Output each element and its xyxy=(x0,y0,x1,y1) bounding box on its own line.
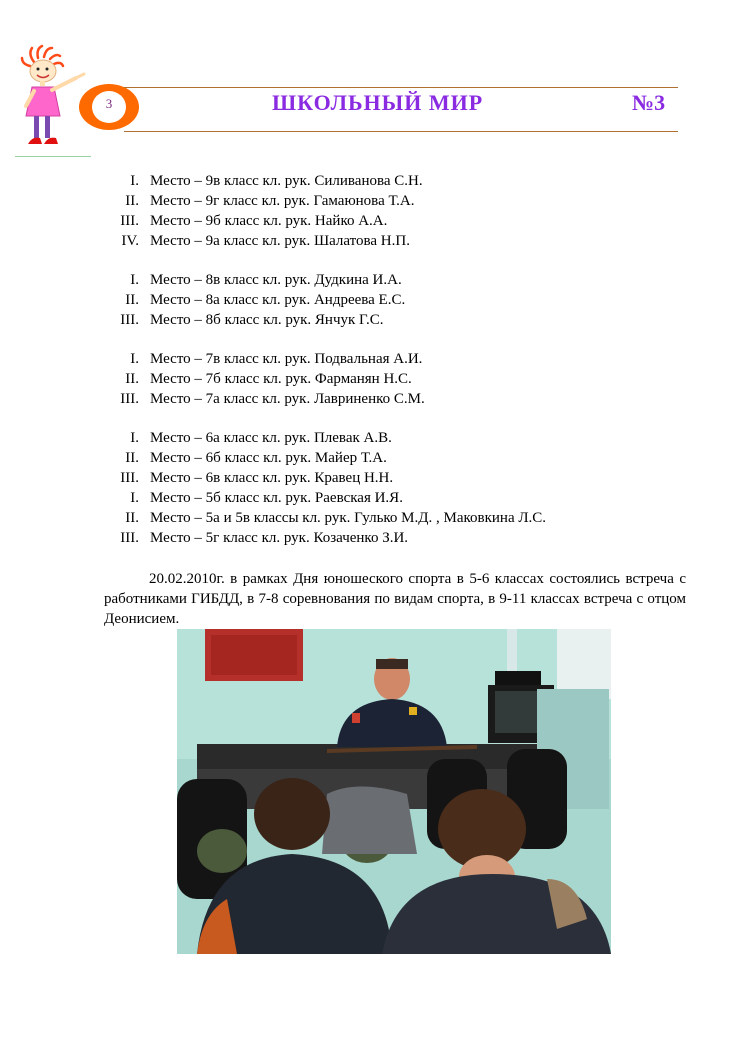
issue-number: №3 xyxy=(632,90,666,115)
result-text: Место – 5г класс кл. рук. Козаченко З.И. xyxy=(150,530,409,546)
result-text: Место – 6в класс кл. рук. Кравец Н.Н. xyxy=(150,470,394,486)
result-item xyxy=(100,310,660,330)
result-text: Место – 9в класс кл. рук. Силиванова С.Н. xyxy=(150,173,423,189)
result-place-numeral: II. xyxy=(125,450,139,466)
result-place-numeral: III. xyxy=(120,470,139,486)
result-item xyxy=(100,488,660,508)
result-place-numeral: III. xyxy=(120,530,139,546)
result-item xyxy=(100,508,660,528)
result-item xyxy=(100,528,660,548)
magazine-title: ШКОЛЬНЫЙ МИР xyxy=(272,90,484,115)
header-rule-bottom xyxy=(124,131,678,132)
event-paragraph: 20.02.2010г. в рамках Дня юношеского спорта в 5-6 классах состоялись встреча с работниками ГИБДД, в 7-8 соревнования по видам спорта, в 9-11 классах встреча с отцом Деонисием. xyxy=(104,571,686,627)
result-text: Место – 9б класс кл. рук. Найко А.А. xyxy=(150,213,388,229)
result-text: Место – 6а класс кл. рук. Плевак А.В. xyxy=(150,430,392,446)
result-place-numeral: II. xyxy=(125,371,139,387)
result-item xyxy=(100,349,660,369)
result-place-numeral: I. xyxy=(130,351,139,367)
result-text: Место – 8а класс кл. рук. Андреева Е.С. xyxy=(150,292,406,308)
result-text: Место – 5а и 5в классы кл. рук. Гулько М.Д. , Маковкина Л.С. xyxy=(150,510,547,526)
result-item xyxy=(100,171,660,191)
meeting-photo xyxy=(177,629,611,954)
result-text: Место – 9г класс кл. рук. Гамаюнова Т.А. xyxy=(150,193,415,209)
result-text: Место – 9а класс кл. рук. Шалатова Н.П. xyxy=(150,233,410,249)
result-item xyxy=(100,270,660,290)
list-gap xyxy=(100,251,660,270)
result-item xyxy=(100,468,660,488)
result-place-numeral: III. xyxy=(120,312,139,328)
result-item xyxy=(100,389,660,409)
result-place-numeral: II. xyxy=(125,510,139,526)
result-place-numeral: III. xyxy=(120,391,139,407)
logo-underline xyxy=(15,156,91,157)
result-item xyxy=(100,448,660,468)
result-place-numeral: II. xyxy=(125,193,139,209)
result-place-numeral: III. xyxy=(120,213,139,229)
list-gap xyxy=(100,409,660,428)
result-place-numeral: IV. xyxy=(121,233,139,249)
list-gap xyxy=(100,330,660,349)
result-text: Место – 6б класс кл. рук. Майер Т.А. xyxy=(150,450,387,466)
result-item xyxy=(100,290,660,310)
results-list xyxy=(100,171,660,548)
result-text: Место – 8б класс кл. рук. Янчук Г.С. xyxy=(150,312,384,328)
result-place-numeral: I. xyxy=(130,272,139,288)
result-place-numeral: I. xyxy=(130,430,139,446)
result-text: Место – 5б класс кл. рук. Раевская И.Я. xyxy=(150,490,403,506)
result-item xyxy=(100,369,660,389)
result-place-numeral: I. xyxy=(130,490,139,506)
result-text: Место – 7в класс кл. рук. Подвальная А.И. xyxy=(150,351,423,367)
result-item xyxy=(100,191,660,211)
header-rule-top xyxy=(124,87,678,88)
result-text: Место – 7а класс кл. рук. Лавриненко С.М. xyxy=(150,391,425,407)
page-number: 3 xyxy=(105,96,113,111)
result-item xyxy=(100,211,660,231)
result-text: Место – 7б класс кл. рук. Фарманян Н.С. xyxy=(150,371,412,387)
result-place-numeral: I. xyxy=(130,173,139,189)
result-text: Место – 8в класс кл. рук. Дудкина И.А. xyxy=(150,272,402,288)
result-item xyxy=(100,231,660,251)
result-item xyxy=(100,428,660,448)
result-place-numeral: II. xyxy=(125,292,139,308)
